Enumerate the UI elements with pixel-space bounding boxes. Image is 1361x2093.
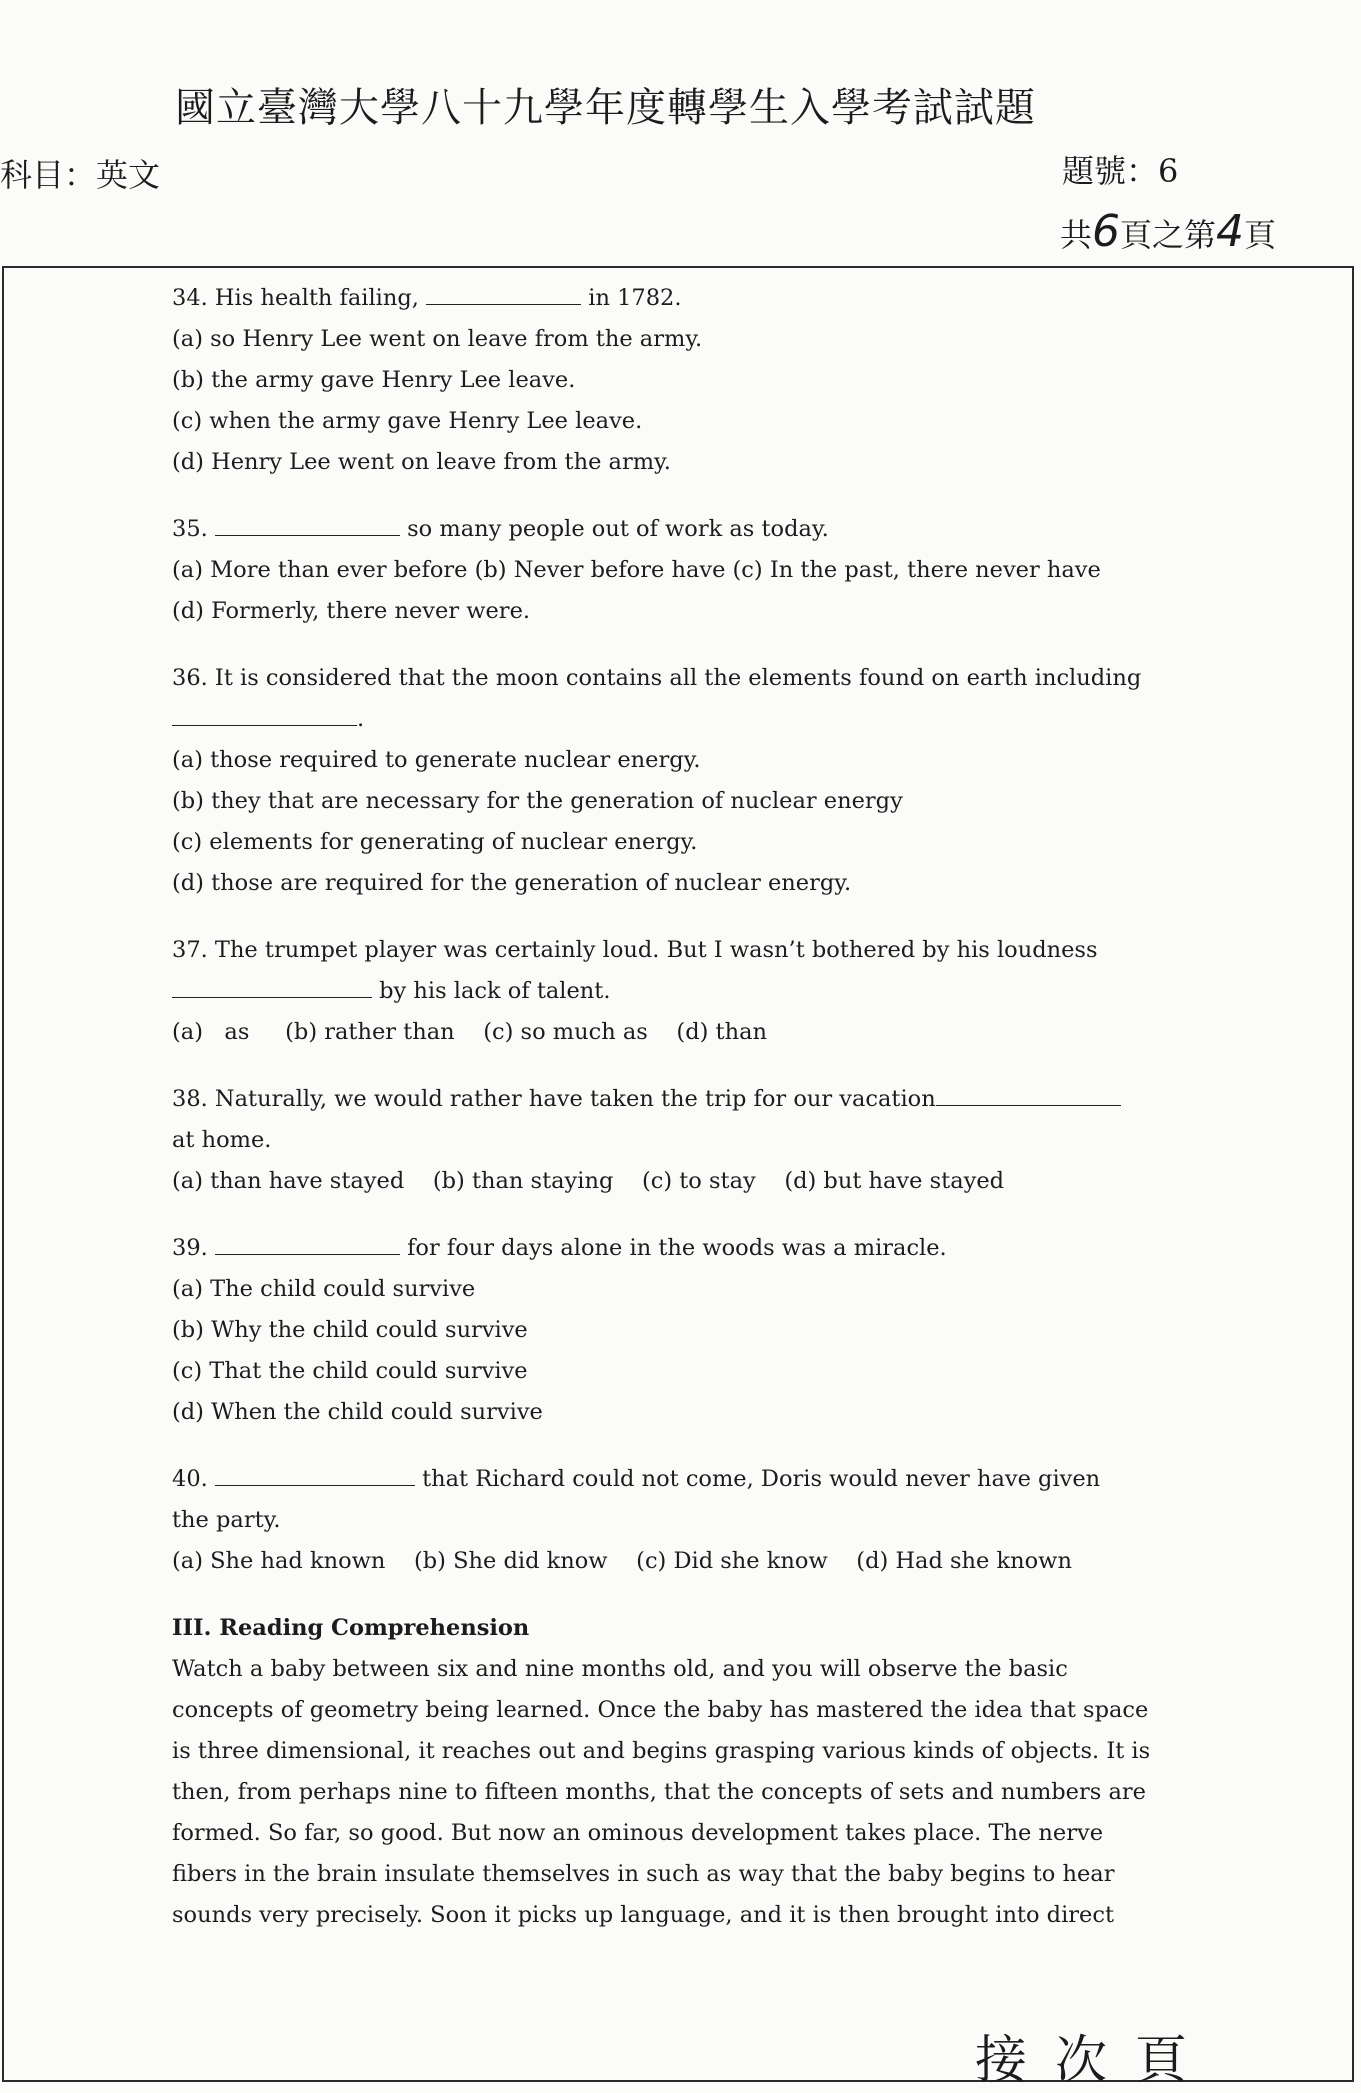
- answer-blank: [215, 513, 400, 536]
- question-stem: [172, 1228, 1122, 1269]
- option: (a) those required to generate nuclear energy.: [172, 747, 701, 773]
- option: (d) Formerly, there never were.: [172, 598, 531, 624]
- question-38: [172, 1079, 1122, 1202]
- option: (c) when the army gave Henry Lee leave.: [172, 408, 643, 434]
- answer-blank: [936, 1083, 1121, 1106]
- pages-current: 4: [1216, 206, 1245, 257]
- option: (d) When the child could survive: [172, 1399, 543, 1425]
- subject-label: 科目：英文: [0, 156, 161, 194]
- question-stem: 37. The trumpet player was certainly loud. But I wasn’t bothered by his loudness: [172, 937, 1098, 963]
- next-page-stamp: 接次頁: [975, 2031, 1216, 2091]
- stem-text: by his lack of talent.: [379, 978, 611, 1004]
- option: (a) She had known (b) She did know (c) Did she know (d) Had she known: [172, 1548, 1072, 1574]
- question-36: [172, 658, 1142, 904]
- option: (c) elements for generating of nuclear energy.: [172, 829, 698, 855]
- question-39: [172, 1228, 1122, 1433]
- stem-text: that Richard could not come, Doris would never have given: [422, 1466, 1101, 1492]
- question-number-label: 題號：6: [1062, 152, 1179, 190]
- stem-text: 39.: [172, 1235, 208, 1261]
- passage-line: is three dimensional, it reaches out and begins grasping various kinds of objects. It is: [172, 1738, 1151, 1764]
- answer-blank: [215, 1232, 400, 1255]
- page-indicator: [1060, 206, 1276, 257]
- pages-middle: 頁之第: [1120, 216, 1217, 254]
- stem-text: 35.: [172, 516, 208, 542]
- question-stem: [172, 509, 1122, 550]
- question-stem: 36. It is considered that the moon contains all the elements found on earth including: [172, 665, 1142, 691]
- option: (a) as (b) rather than (c) so much as (d) than: [172, 1019, 767, 1045]
- answer-blank: [215, 1463, 415, 1486]
- passage-line: then, from perhaps nine to fifteen months, that the concepts of sets and numbers are: [172, 1779, 1146, 1805]
- stem-text: 40.: [172, 1466, 208, 1492]
- option: (a) so Henry Lee went on leave from the army.: [172, 326, 703, 352]
- question-stem: [172, 1079, 1122, 1120]
- passage-line: sounds very precisely. Soon it picks up language, and it is then brought into direct: [172, 1902, 1114, 1928]
- pages-total: 6: [1092, 206, 1121, 257]
- bleed-through-texture: [0, 0, 1, 1]
- passage-line: Watch a baby between six and nine months old, and you will observe the basic: [172, 1656, 1068, 1682]
- answer-blank: [426, 282, 581, 305]
- question-stem: the party.: [172, 1507, 281, 1533]
- pages-prefix: 共: [1060, 216, 1093, 254]
- question-stem: [172, 699, 1122, 740]
- passage-line: formed. So far, so good. But now an ominous development takes place. The nerve: [172, 1820, 1104, 1846]
- option: (b) the army gave Henry Lee leave.: [172, 367, 576, 393]
- passage-line: concepts of geometry being learned. Once the baby has mastered the idea that space: [172, 1697, 1149, 1723]
- option: (c) That the child could survive: [172, 1358, 528, 1384]
- question-37: [172, 930, 1122, 1053]
- question-34: [172, 278, 1122, 483]
- passage-line: fibers in the brain insulate themselves in such as way that the baby begins to hear: [172, 1861, 1115, 1887]
- option: (b) Why the child could survive: [172, 1317, 528, 1343]
- stem-text: 38. Naturally, we would rather have taken the trip for our vacation: [172, 1086, 936, 1112]
- section-heading: III. Reading Comprehension: [172, 1615, 530, 1641]
- exam-content: [172, 278, 1151, 1936]
- stem-text: 34. His health failing,: [172, 285, 419, 311]
- reading-passage: [172, 1649, 1151, 1936]
- question-stem: [172, 1459, 1122, 1500]
- option: (a) More than ever before (b) Never before have (c) In the past, there never have: [172, 557, 1101, 583]
- option: (d) Henry Lee went on leave from the army.: [172, 449, 671, 475]
- question-stem: [172, 278, 1122, 319]
- option: (d) those are required for the generation of nuclear energy.: [172, 870, 852, 896]
- pages-suffix: 頁: [1244, 216, 1277, 254]
- stem-text: so many people out of work as today.: [407, 516, 829, 542]
- question-40: [172, 1459, 1122, 1582]
- question-stem: at home.: [172, 1127, 272, 1153]
- stem-text: .: [357, 706, 365, 732]
- stem-text: for four days alone in the woods was a miracle.: [407, 1235, 947, 1261]
- stem-text: in 1782.: [588, 285, 682, 311]
- option: (a) than have stayed (b) than staying (c) to stay (d) but have stayed: [172, 1168, 1005, 1194]
- option: (b) they that are necessary for the generation of nuclear energy: [172, 788, 903, 814]
- exam-title: 國立臺灣大學八十九學年度轉學生入學考試試題: [175, 85, 1036, 131]
- question-stem: [172, 971, 1122, 1012]
- option: (a) The child could survive: [172, 1276, 476, 1302]
- answer-blank: [172, 975, 372, 998]
- question-35: [172, 509, 1122, 632]
- answer-blank: [172, 703, 357, 726]
